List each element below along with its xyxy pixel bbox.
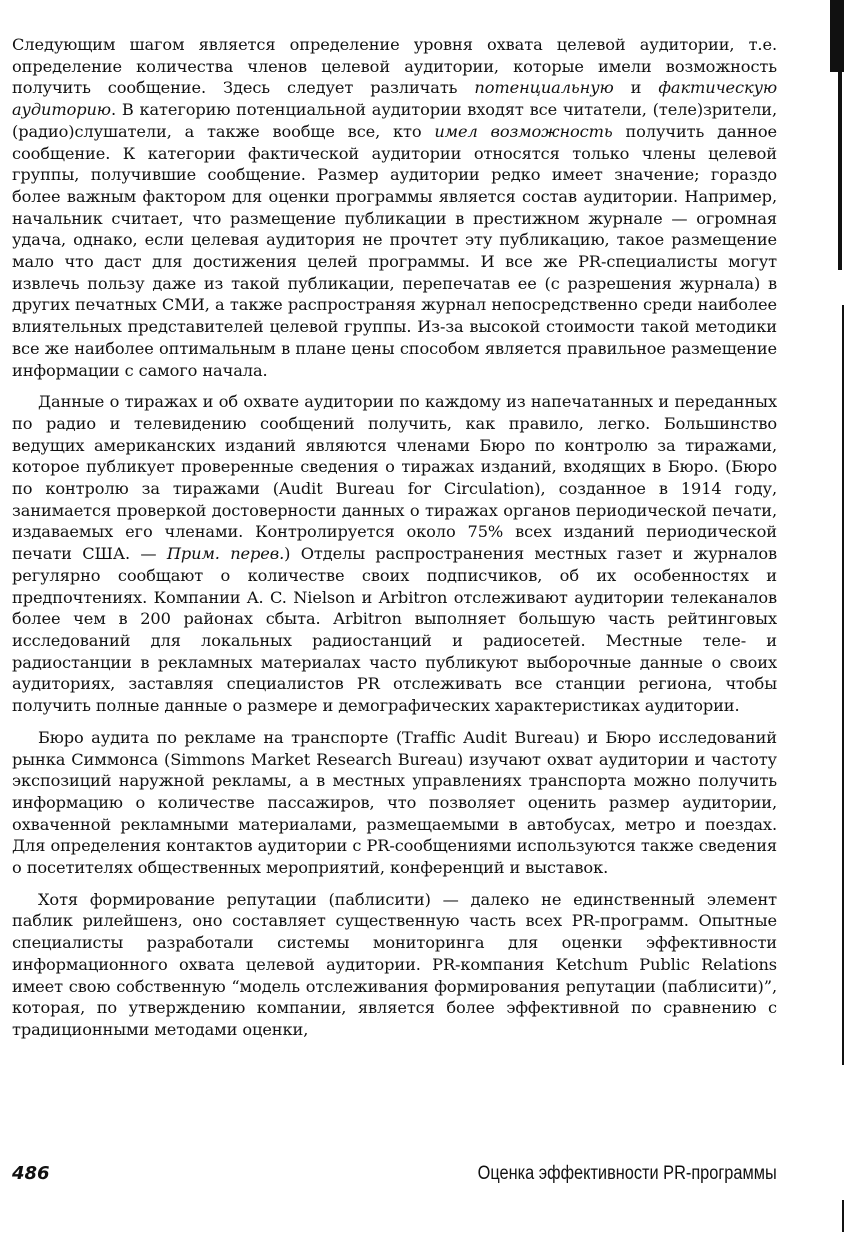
scan-edge-mark-upper <box>838 70 842 270</box>
paragraph-3 <box>12 727 777 879</box>
scan-edge-mark-bottom <box>842 1200 844 1232</box>
scan-edge-mark-top <box>830 0 844 72</box>
text-run: получить данное сообщение. К категории фактической аудитории относятся только члены целевой группы, получившие сообщение. Размер аудитории редко имеет значение; гораздо более важным фактором для оценки программы является состав аудитории. Например, начальник считает, что размещение публикации в престижном журнале — огромная удача, однако, если целевая аудитория не прочтет эту публикацию, такое размещение мало что даст для достижения целей программы. И все же PR-специалисты могут извлечь пользу даже из такой публикации, перепечатав ее (с разрешения журнала) в других печатных СМИ, а также распространяя журнал непосредственно среди наиболее влиятельных представителей целевой группы. Из-за высокой стоимости такой методики все же наиболее оптимальным в плане цены способом является правильное размещение информации с самого начала. <box>12 121 777 380</box>
paragraph-1 <box>12 34 777 381</box>
italic-text-run: Прим. перев. <box>166 544 285 564</box>
paragraph-2 <box>12 391 777 717</box>
scan-edge-line <box>842 305 844 1065</box>
italic-text-run: фактическую аудиторию <box>12 78 778 120</box>
page-number: 486 <box>12 1163 50 1184</box>
text-run: . В категорию потенциальной аудитории входят все читатели, (теле)зрители, (радио)слушатели, а также вообще все, кто <box>12 100 777 141</box>
text-run: Бюро аудита по рекламе на транспорте (Traffic Audit Bureau) и Бюро исследований рынка Симмонса (Simmons Market Research Bureau) изучают охват аудитории и частоту экспозиций наружной рекламы, а в местных управлениях транспорта можно получить информацию о количестве пассажиров, что позволяет оценить размер аудитории, охваченной рекламными материалами, размещаемыми в автобусах, метро и поездах. Для определения контактов аудитории с PR-сообщениями используются также сведения о посетителях общественных мероприятий, конференций и выставок. <box>12 727 777 878</box>
italic-text-run: имел возможность <box>434 121 613 141</box>
text-run: ) Отделы распространения местных газет и журналов регулярно сообщают о количестве своих подписчиков, об их особенностях и предпочтениях. Компании A. C. Nielson и Arbitron отслеживают аудитории телеканалов более чем в 200 районах сбыта. Arbitron выполняет большую часть рейтинговых исследований для локальных радиостанций и радиосетей. Местные теле- и радиостанции в рекламных материалах часто публикуют выборочные данные о своих аудиториях, заставляя специалистов PR отслеживать все станции региона, чтобы получить полные данные о размере и демографических характеристиках аудитории. <box>12 544 777 716</box>
running-title: Оценка эффективности PR-программы <box>477 1163 777 1184</box>
body-text <box>12 34 777 1051</box>
paragraph-4 <box>12 889 777 1041</box>
text-run: Данные о тиражах и об охвате аудитории по каждому из напечатанных и переданных по радио и телевидению сообщений получить, как правило, легко. Большинство ведущих американских изданий являются членами Бюро по контролю за тиражами, которое публикует проверенные сведения о тиражах изданий, входящих в Бюро. (Бюро по контролю за тиражами (Audit Bureau for Circulation), созданное в 1914 году, занимается проверкой достоверности данных о тиражах органов периодической печати, издаваемых его членами. Контролируется около 75% всех изданий периодической печати США. — <box>12 392 777 564</box>
text-run: и <box>613 78 659 98</box>
italic-text-run: потенциальную <box>474 78 614 98</box>
text-run: Следующим шагом является определение уровня охвата целевой аудитории, т.е. определение количества членов целевой аудитории, которые имели возможность получить сообщение. Здесь следует различать <box>12 35 777 98</box>
page-footer <box>12 1163 777 1193</box>
text-run: Хотя формирование репутации (паблисити) — далеко не единственный элемент паблик рилейшенз, оно составляет существенную часть всех PR-программ. Опытные специалисты разработали системы мониторинга для оценки эффективности информационного охвата целевой аудитории. PR-компания Ketchum Public Relations имеет свою собственную “модель отслеживания формирования репутации (паблисити)”, которая, по утверждению компании, является более эффективной по сравнению с традиционными методами оценки, <box>12 889 777 1039</box>
